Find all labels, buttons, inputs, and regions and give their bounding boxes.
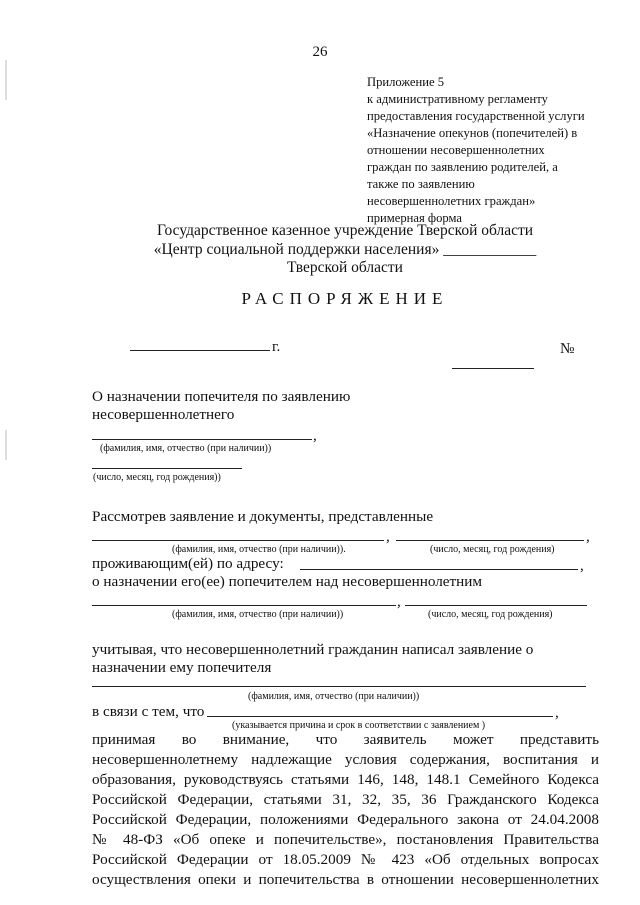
final-paragraph-line: Российской Федерации от 18.05.2009 № 423 «Об отдельных вопросах	[92, 851, 599, 868]
guardian-fio-caption: (фамилия, имя, отчество (при наличии))	[248, 691, 420, 702]
subject-line-1: О назначении попечителя по заявлению	[92, 388, 351, 405]
paragraph-considering-2: назначении ему попечителя	[92, 659, 272, 676]
final-paragraph-line: принимая во внимание, что заявитель может представить	[92, 731, 599, 748]
number-sign: №	[560, 340, 575, 357]
final-paragraph-line: № 48-ФЗ «Об опеке и попечительстве», постановления Правительства	[92, 831, 599, 848]
applicant-dob-line	[396, 540, 584, 541]
minor-fio-line	[92, 439, 312, 440]
institution-line-3: Тверской области	[287, 259, 403, 276]
annex-line: «Назначение опекунов (попечителей) в	[367, 126, 578, 140]
final-paragraph-line: осуществления опеки и попечительства в отношении несовершеннолетних	[92, 871, 599, 888]
reason-line	[207, 716, 553, 717]
comma: ,	[580, 557, 584, 574]
document-title: РАСПОРЯЖЕНИЕ	[241, 289, 449, 308]
page-number: 26	[312, 44, 328, 60]
scan-artifact	[5, 60, 7, 100]
annex-line: несовершеннолетних граждан»	[367, 194, 536, 208]
paragraph-appoint: о назначении его(ее) попечителем над несовершеннолетним	[92, 573, 483, 590]
applicant-fio-line	[92, 540, 384, 541]
subject-line-2: несовершеннолетнего	[92, 406, 235, 423]
reason-caption: (указывается причина и срок в соответствии с заявлением )	[232, 720, 486, 731]
annex-block	[367, 74, 585, 227]
comma: ,	[386, 528, 390, 545]
ward-dob-line	[405, 605, 587, 606]
institution-line-2: «Центр социальной поддержки населения» ____________	[153, 241, 537, 258]
annex-line: Приложение 5	[367, 75, 445, 89]
institution-line-1: Государственное казенное учреждение Тверской области	[156, 222, 534, 239]
ward-dob-caption: (число, месяц, год рождения)	[428, 609, 553, 620]
address-line	[300, 569, 578, 570]
ward-fio-line	[92, 605, 396, 606]
number-blank-line	[452, 368, 534, 369]
final-paragraph-line: Российской Федерации, статьями 31, 32, 35, 36 Гражданского Кодекса	[92, 791, 599, 808]
annex-line: граждан по заявлению родителей, а	[367, 160, 558, 174]
scan-artifact	[5, 430, 7, 460]
minor-fio-caption: (фамилия, имя, отчество (при наличии))	[100, 443, 272, 454]
applicant-dob-caption: (число, месяц, год рождения)	[430, 544, 555, 555]
comma: ,	[397, 593, 401, 610]
annex-line: также по заявлению	[367, 177, 475, 191]
paragraph-due-to: в связи с тем, что	[92, 703, 205, 720]
comma: ,	[313, 427, 317, 444]
date-suffix: г.	[272, 338, 281, 355]
comma: ,	[555, 704, 559, 721]
final-paragraph-line: Российской Федерации, положениями Федерального закона от 24.04.2008	[92, 811, 599, 828]
paragraph-reviewed: Рассмотрев заявление и документы, представленные	[92, 508, 434, 525]
guardian-fio-line	[92, 686, 586, 687]
paragraph-residing: проживающим(ей) по адресу:	[92, 555, 284, 572]
paragraph-considering-1: учитывая, что несовершеннолетний гражданин написал заявление о	[92, 641, 534, 658]
annex-line: предоставления государственной услуги	[367, 109, 585, 123]
comma: ,	[586, 528, 590, 545]
annex-line: примерная форма	[367, 211, 462, 225]
minor-dob-caption: (число, месяц, год рождения))	[93, 472, 221, 483]
annex-line: к административному регламенту	[367, 92, 548, 106]
annex-line: отношении несовершеннолетних	[367, 143, 545, 157]
final-paragraph-line: несовершеннолетнему надлежащие условия содержания, воспитания и	[92, 751, 599, 768]
date-blank-line	[130, 350, 270, 351]
ward-fio-caption: (фамилия, имя, отчество (при наличии))	[172, 609, 344, 620]
minor-dob-line	[92, 468, 242, 469]
applicant-fio-caption: (фамилия, имя, отчество (при наличии)).	[172, 544, 346, 555]
final-paragraph-line: образования, руководствуясь статьями 146, 148, 148.1 Семейного Кодекса	[92, 771, 599, 788]
